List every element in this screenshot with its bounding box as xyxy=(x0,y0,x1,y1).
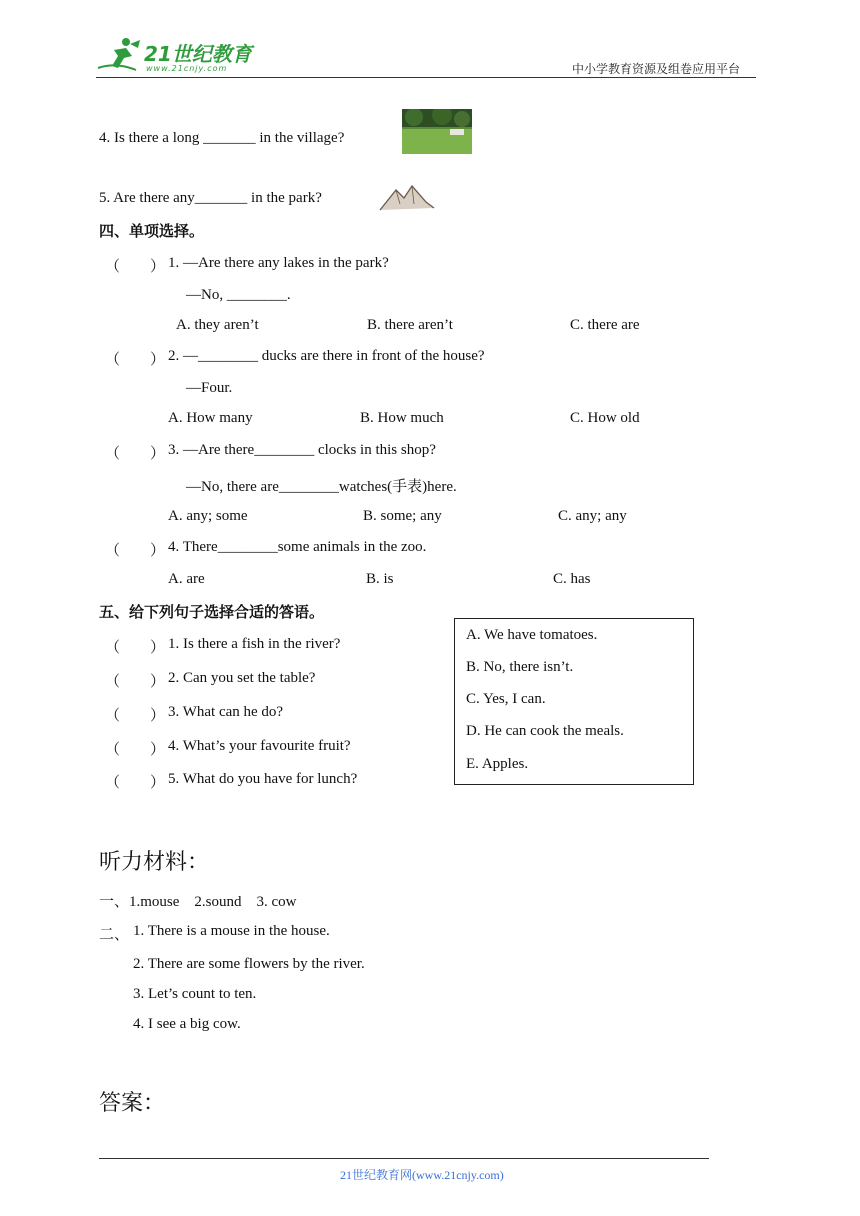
logo-text: 21世纪教育 xyxy=(144,42,252,66)
listening-title: 听力材料： xyxy=(99,850,210,875)
listening-sentence-1: 1. There is a mouse in the house. xyxy=(133,923,330,939)
section5-title: 五、给下列句子选择合适的答语。 xyxy=(99,603,325,621)
mc-option-1c: C. there are xyxy=(570,317,640,333)
answer-option-a: A. We have tomatoes. xyxy=(466,627,598,643)
listening-line-2-prefix: 二、 xyxy=(99,927,130,943)
answer-paren[interactable]: （ ） xyxy=(105,640,166,656)
answer-paren[interactable]: （ ） xyxy=(105,543,166,559)
mc-option-2c: C. How old xyxy=(570,410,640,426)
mc-question-3: 3. —Are there________ clocks in this shop? xyxy=(168,442,436,458)
mc-option-4b: B. is xyxy=(366,571,394,587)
answer-paren[interactable]: （ ） xyxy=(105,259,166,275)
mc-option-3b: B. some; any xyxy=(363,508,442,524)
answer-option-d: D. He can cook the meals. xyxy=(466,723,624,739)
fill-question-5: 5. Are there any_______ in the park? xyxy=(99,190,322,206)
answer-paren[interactable]: （ ） xyxy=(105,352,166,368)
answer-paren[interactable]: （ ） xyxy=(105,674,166,690)
logo-url: www.21cnjy.com xyxy=(146,64,228,73)
answer-option-b: B. No, there isn’t. xyxy=(466,659,574,675)
answer-option-e: E. Apples. xyxy=(466,756,529,772)
mc-option-3c: C. any; any xyxy=(558,508,627,524)
match-question-3: 3. What can he do? xyxy=(168,704,284,720)
answers-title: 答案： xyxy=(99,1091,166,1116)
fill-question-4: 4. Is there a long _______ in the village? xyxy=(99,130,345,146)
answer-paren[interactable]: （ ） xyxy=(105,775,166,791)
mc-option-3a: A. any; some xyxy=(168,508,248,524)
header-divider xyxy=(96,77,756,78)
mc-option-4c: C. has xyxy=(553,571,591,587)
listening-sentence-3: 3. Let’s count to ten. xyxy=(133,986,257,1002)
mc-reply-1: —No, ________. xyxy=(186,287,291,303)
section4-title: 四、单项选择。 xyxy=(99,222,205,240)
mountains-image xyxy=(378,182,436,212)
mc-reply-2: —Four. xyxy=(186,380,233,396)
mc-question-4: 4. There________some animals in the zoo. xyxy=(168,539,427,555)
match-question-4: 4. What’s your favourite fruit? xyxy=(168,738,351,754)
mc-option-2b: B. How much xyxy=(360,410,444,426)
listening-sentence-2: 2. There are some flowers by the river. xyxy=(133,956,365,972)
footer-divider xyxy=(99,1158,709,1159)
listening-sentence-4: 4. I see a big cow. xyxy=(133,1016,241,1032)
match-question-2: 2. Can you set the table? xyxy=(168,670,316,686)
mc-option-4a: A. are xyxy=(168,571,205,587)
listening-line-1: 一、1.mouse 2.sound 3. cow xyxy=(99,894,297,910)
answer-paren[interactable]: （ ） xyxy=(105,446,166,462)
mc-question-1: 1. —Are there any lakes in the park? xyxy=(168,255,389,271)
header-platform-text: 中小学教育资源及组卷应用平台 xyxy=(572,62,741,76)
match-question-1: 1. Is there a fish in the river? xyxy=(168,636,341,652)
footer-link[interactable]: 21世纪教育网(www.21cnjy.com) xyxy=(340,1168,504,1182)
mc-reply-3: —No, there are________watches(手表)here. xyxy=(186,479,457,495)
answer-paren[interactable]: （ ） xyxy=(105,742,166,758)
answer-options-box xyxy=(454,618,694,785)
mc-option-1a: A. they aren’t xyxy=(176,317,259,333)
answer-paren[interactable]: （ ） xyxy=(105,708,166,724)
match-question-5: 5. What do you have for lunch? xyxy=(168,771,358,787)
mc-option-2a: A. How many xyxy=(168,410,253,426)
mc-option-1b: B. there aren’t xyxy=(367,317,453,333)
grass-field-image xyxy=(402,109,472,154)
mc-question-2: 2. —________ ducks are there in front of the house? xyxy=(168,348,485,364)
answer-option-c: C. Yes, I can. xyxy=(466,691,546,707)
